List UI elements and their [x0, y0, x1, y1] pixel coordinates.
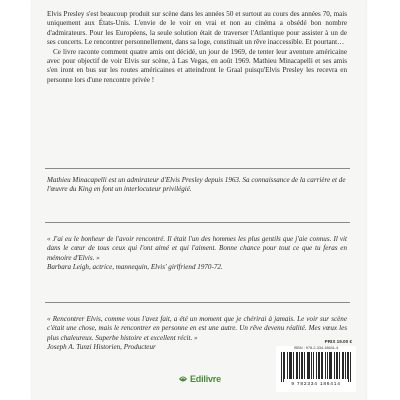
quote-attribution: Joseph A. Tunzi Historien, Producteur — [47, 343, 156, 352]
publisher-logo — [178, 372, 228, 386]
quote-text: « Rencontrer Elvis, comme vous l'avez fait, a été un moment que je chérirai à jamais. Le voir sur scène c'était une chose, mais le rencontrer en personne en est une autre. Un rêve devenu réalité. Mes vœux les plus chaleureux. Superbe histoire et excellent récit. » — [47, 315, 347, 342]
edilivre-logo-icon — [178, 374, 188, 384]
divider — [45, 168, 350, 169]
quote-text: « J'ai eu le bonheur de l'avoir rencontré. Il était l'un des hommes les plus gentils que j'aie connus. Il vit dans le cœur de tous ceux qui l'ont aimé et qui l'aiment. Bonne chance pour tout ce que tu feras en mémoire d'Elvis. » — [47, 235, 347, 262]
blurb-paragraph: Ce livre raconte comment quatre amis ont décidé, un jour de 1969, de tenter leur aventure américaine avec pour objectif de voir Elvis sur scène, à Las Vegas, en août 1969. Mathieu Minacapelli et ses amis s'en iront en bus sur les routes américaines et atteindront le Graal puisqu'Elvis Presley les recevra en personne lors d'une rencontre privée ! — [47, 47, 347, 84]
publisher-name: Edilivre — [190, 374, 221, 384]
divider — [45, 302, 350, 303]
testimonial-quote — [47, 235, 347, 273]
divider — [45, 222, 350, 223]
blurb-paragraph: Elvis Presley s'est beaucoup produit sur scène dans les années 50 et surtout au cours des années 70, mais uniquement aux États-Unis. L'envie de le voir en vrai et non au cinéma a obsédé bon nombre d'admirateurs. Pour les Européens, la seule solution était de traverser l'Atlantique pour assister à un de ses concerts. Le rencontrer personnellement, dans sa loge, constituait un rêve inaccessible. Et pourtant… — [47, 10, 347, 47]
barcode-bars-icon — [280, 352, 352, 382]
price-label: PRIX 19.00 € — [324, 339, 352, 344]
author-bio: Mathieu Minacapelli est un admirateur d'Elvis Presley depuis 1963. Sa connaissance de la carrière et de l'œuvre du King en font un interlocuteur privilégié. — [47, 176, 346, 194]
barcode — [276, 346, 356, 392]
quote-attribution: Barbara Leigh, actrice, mannequin, Elvis' girlfriend 1970-72. — [47, 263, 223, 272]
isbn-label: ISBN : 978-2-334-18641-4 — [293, 346, 339, 350]
book-blurb — [47, 10, 347, 85]
barcode-digits: 9 782334 186414 — [291, 382, 341, 387]
